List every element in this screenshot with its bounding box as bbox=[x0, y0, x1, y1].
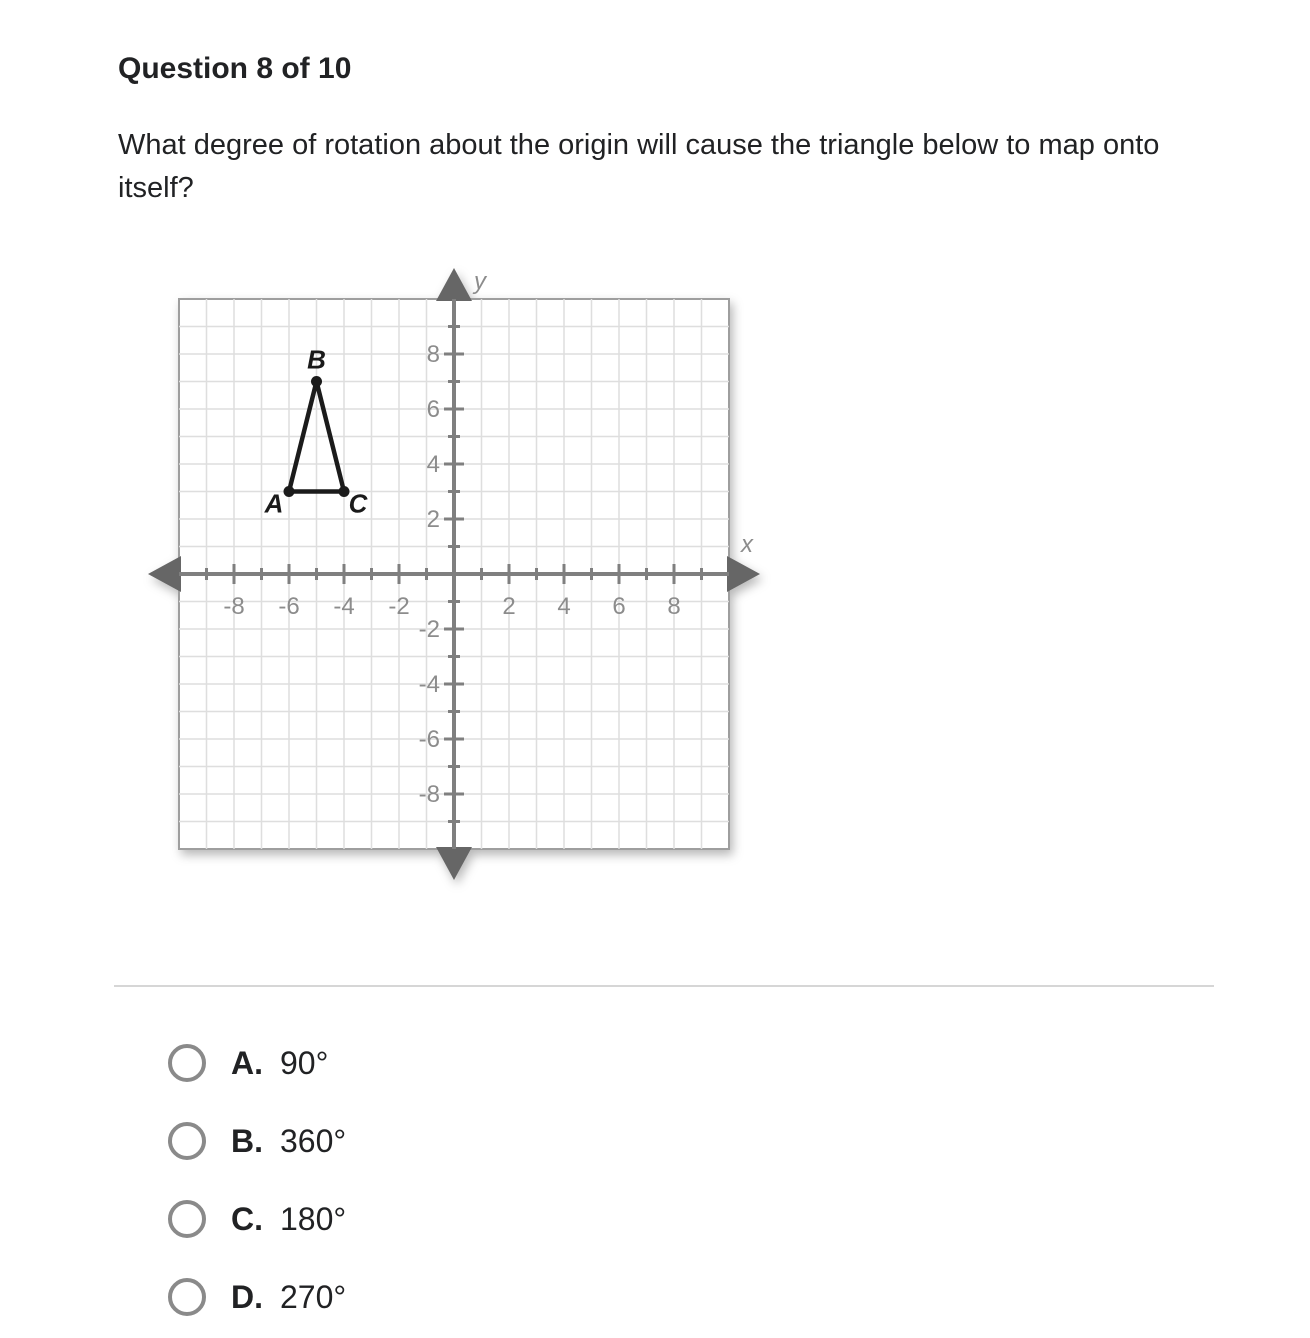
x-axis-right-arrow-icon bbox=[727, 556, 760, 592]
radio-button-b[interactable] bbox=[168, 1122, 206, 1160]
y-axis-down-arrow-icon bbox=[436, 847, 472, 880]
x-tick-label: 4 bbox=[557, 593, 571, 620]
question-counter: Question 8 of 10 bbox=[118, 52, 352, 85]
x-tick-label: 2 bbox=[502, 593, 516, 620]
x-axis-left-arrow-icon bbox=[148, 556, 181, 592]
vertex-label-c: C bbox=[348, 488, 368, 519]
answer-options bbox=[168, 1044, 346, 1338]
x-tick-label: -2 bbox=[388, 593, 410, 620]
vertex-a-dot bbox=[284, 486, 295, 497]
question-text: What degree of rotation about the origin will cause the triangle below to map onto itself? bbox=[118, 129, 1160, 204]
option-letter: A. bbox=[231, 1044, 263, 1081]
y-axis-label: y bbox=[474, 268, 486, 295]
answer-option-b[interactable] bbox=[168, 1122, 346, 1160]
y-tick-label: 8 bbox=[426, 341, 440, 368]
y-tick-label: 2 bbox=[426, 506, 440, 533]
x-axis-label: x bbox=[741, 531, 753, 558]
option-value: 90° bbox=[280, 1044, 329, 1081]
answer-option-c[interactable] bbox=[168, 1200, 346, 1238]
y-tick-label: 4 bbox=[426, 451, 440, 478]
radio-button-a[interactable] bbox=[168, 1044, 206, 1082]
answer-option-a[interactable] bbox=[168, 1044, 346, 1082]
vertex-b-dot bbox=[311, 376, 322, 387]
x-tick-label: -4 bbox=[333, 593, 355, 620]
radio-button-d[interactable] bbox=[168, 1278, 206, 1316]
option-letter: B. bbox=[231, 1122, 263, 1159]
radio-button-c[interactable] bbox=[168, 1200, 206, 1238]
y-tick-label: -4 bbox=[418, 671, 440, 698]
option-letter: C. bbox=[231, 1200, 263, 1237]
coordinate-plane-graph bbox=[132, 250, 772, 910]
y-axis-up-arrow-icon bbox=[436, 268, 472, 301]
y-tick-label: -2 bbox=[418, 616, 440, 643]
vertex-label-b: B bbox=[307, 344, 326, 375]
option-letter: D. bbox=[231, 1278, 263, 1315]
option-value: 270° bbox=[280, 1278, 347, 1315]
x-tick-label: 6 bbox=[612, 593, 626, 620]
y-tick-label: -8 bbox=[418, 781, 440, 808]
option-value: 360° bbox=[280, 1122, 347, 1159]
answer-option-d[interactable] bbox=[168, 1278, 346, 1316]
vertex-label-a: A bbox=[264, 488, 284, 519]
x-tick-label: -8 bbox=[223, 593, 245, 620]
y-tick-label: 6 bbox=[426, 396, 440, 423]
y-tick-label: -6 bbox=[418, 726, 440, 753]
divider-line bbox=[114, 985, 1214, 987]
x-tick-label: 8 bbox=[667, 593, 681, 620]
option-value: 180° bbox=[280, 1200, 347, 1237]
x-tick-label: -6 bbox=[278, 593, 300, 620]
